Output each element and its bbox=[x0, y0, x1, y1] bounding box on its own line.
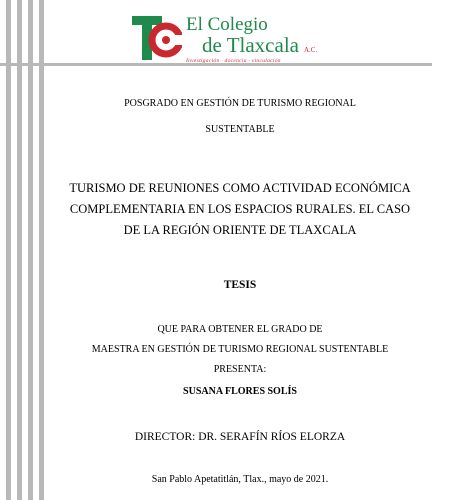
place-date: San Pablo Apetatitlán, Tlax., mayo de 2021. bbox=[151, 474, 329, 485]
presents-label: PRESENTA: bbox=[213, 364, 267, 375]
logo-suffix: A.C. bbox=[304, 46, 318, 54]
institution-logo bbox=[132, 14, 342, 68]
logo-text-line1: El Colegio bbox=[186, 14, 268, 35]
title-line-3: DE LA REGIÓN ORIENTE DE TLAXCALA bbox=[123, 223, 357, 237]
program-line-1: POSGRADO EN GESTIÓN DE TURISMO REGIONAL bbox=[124, 98, 356, 109]
purpose-line-2: MAESTRA EN GESTIÓN DE TURISMO REGIONAL SUSTENTABLE bbox=[91, 344, 389, 355]
title-line-2: COMPLEMENTARIA EN LOS ESPACIOS RURALES. EL CASO bbox=[69, 202, 411, 216]
logo-tagline: Investigación · docencia · vinculación bbox=[186, 58, 281, 64]
author-name: SUSANA FLORES SOLÍS bbox=[183, 386, 297, 397]
logo-emblem-icon bbox=[132, 16, 182, 60]
decor-bar-2 bbox=[17, 0, 22, 500]
decor-bar-1 bbox=[6, 0, 11, 500]
decor-bar-3 bbox=[28, 0, 33, 500]
purpose-line-1: QUE PARA OBTENER EL GRADO DE bbox=[157, 324, 323, 335]
decor-bar-4 bbox=[39, 0, 44, 500]
logo-text-line2: de Tlaxcala bbox=[202, 33, 299, 57]
document-type: TESIS bbox=[223, 279, 257, 291]
program-line-2: SUSTENTABLE bbox=[205, 124, 275, 135]
director-line: DIRECTOR: DR. SERAFÍN RÍOS ELORZA bbox=[134, 431, 346, 443]
title-line-1: TURISMO DE REUNIONES COMO ACTIVIDAD ECONÓMICA bbox=[69, 181, 411, 195]
